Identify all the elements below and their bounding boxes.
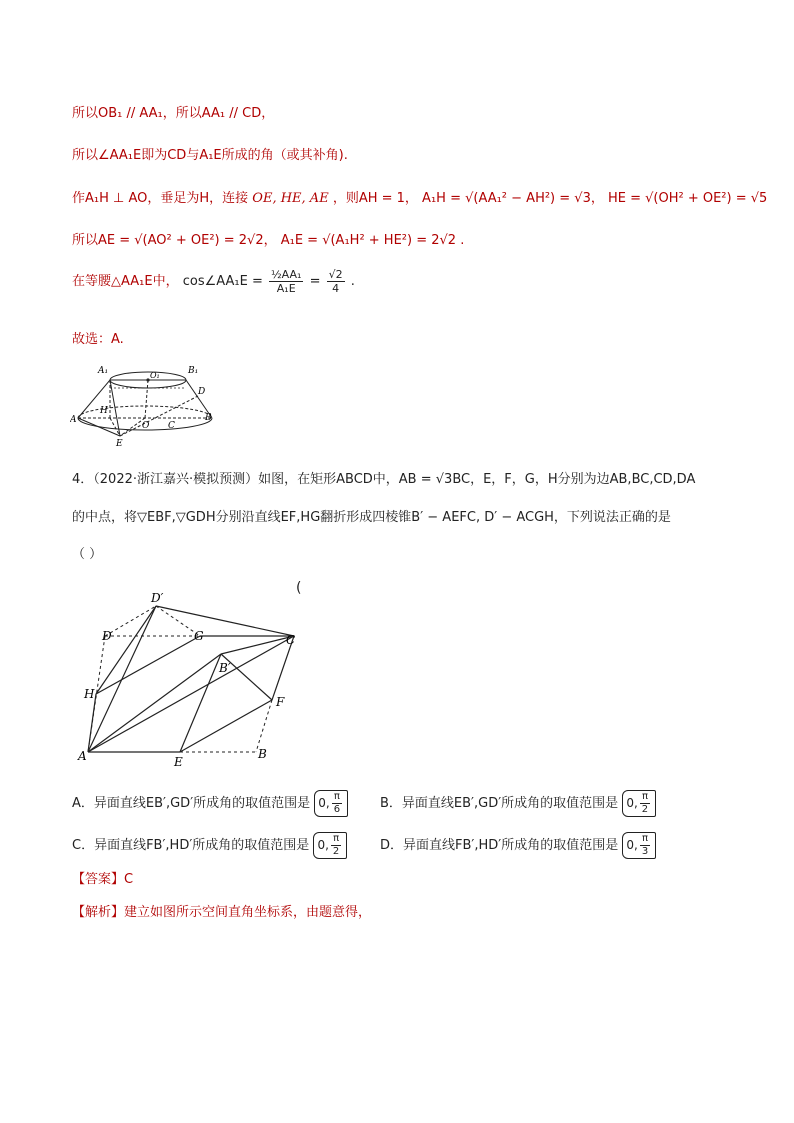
label-e: E	[116, 439, 123, 448]
option-b[interactable]	[380, 790, 656, 817]
option-d-den: 3	[641, 846, 649, 857]
label-e2: E	[174, 755, 183, 768]
label-c: C	[168, 421, 175, 431]
a-e-line	[78, 418, 120, 436]
question-4-line-3: （ ）	[72, 547, 103, 562]
option-c-interval	[313, 832, 347, 859]
solution-line-3	[72, 189, 767, 209]
solution-line-4: 所以AE = √(AO² + OE²) = 2√2， A₁E = √(A₁H² + HE²) = 2√2 .	[72, 233, 465, 248]
option-c-den: 2	[332, 846, 340, 857]
cos-fraction-1-den: A₁E	[276, 282, 296, 295]
solution-line-3-part-a: 作A₁H ⊥ AO，垂足为H，连接	[72, 191, 249, 206]
option-d-lower: 0,	[626, 838, 638, 852]
label-a: A	[70, 415, 77, 425]
edge-ef	[180, 700, 272, 752]
stray-paren: (	[296, 580, 302, 596]
option-a-label: A．异面直线EB′,GD′所成角的取值范围是	[72, 796, 311, 811]
option-d[interactable]	[380, 832, 656, 859]
solution-line-6: 故选：A.	[72, 332, 124, 347]
solution-line-5-part-a: 在等腰△AA₁E中，	[72, 274, 179, 289]
option-a-num: π	[332, 791, 342, 804]
solution-line-2: 所以∠AA₁E即为CD与A₁E所成的角（或其补角).	[72, 148, 348, 163]
option-b-num: π	[640, 791, 650, 804]
label-g: G	[194, 629, 204, 643]
edge-d-d-prime	[105, 606, 156, 636]
cos-fraction-2-num: √2	[328, 268, 343, 281]
cos-fraction-1-num: ½AA₁	[271, 268, 302, 281]
option-b-label: B．异面直线EB′,GD′所成角的取值范围是	[380, 796, 619, 811]
label-h: H	[100, 406, 108, 416]
analysis-text: 建立如图所示空间直角坐标系，由题意得，	[124, 905, 372, 920]
solution-line-3-part-b: ，则AH = 1， A₁H = √(AA₁² − AH²) = √3， HE = √(OH² + OE²) = √5	[332, 191, 768, 206]
cos-period: .	[350, 274, 355, 289]
cos-equals: =	[309, 274, 321, 289]
frustum-figure	[70, 358, 220, 448]
option-a-lower: 0,	[318, 796, 330, 810]
option-c-fraction	[331, 833, 341, 858]
edge-d-prime-c	[156, 606, 294, 636]
option-c-lower: 0,	[317, 838, 329, 852]
solution-line-1: 所以OB₁ // AA₁，所以AA₁ // CD，	[72, 106, 275, 121]
option-a-den: 6	[333, 804, 341, 815]
folded-rectangle-figure	[76, 588, 316, 768]
cos-fraction-1	[269, 268, 303, 295]
label-a1: A₁	[98, 366, 109, 376]
answer-tag: 【答案】	[72, 872, 125, 887]
axis-line	[145, 380, 148, 418]
option-c-num: π	[331, 833, 341, 846]
diagonal-ac	[88, 636, 294, 752]
option-c[interactable]	[72, 832, 347, 859]
label-b-prime: B′	[219, 661, 231, 675]
cos-fraction-2	[327, 268, 345, 295]
option-d-num: π	[640, 833, 650, 846]
option-b-den: 2	[641, 804, 649, 815]
option-a-interval	[314, 790, 348, 817]
option-b-fraction	[640, 791, 650, 816]
label-h2: H	[84, 687, 95, 701]
label-a2: A	[78, 749, 87, 763]
option-d-label: D．异面直线FB′,HD′所成角的取值范围是	[380, 838, 619, 853]
solution-line-5	[72, 268, 355, 295]
cos-expression: cos∠AA₁E =	[182, 274, 263, 289]
analysis-line	[72, 903, 371, 923]
edge-hg	[96, 636, 200, 694]
label-c2: C	[286, 633, 296, 647]
label-f: F	[276, 695, 285, 709]
option-d-interval	[622, 832, 656, 859]
option-a[interactable]	[72, 790, 348, 817]
edge-d-prime-h	[96, 606, 156, 694]
label-d-prime: D′	[151, 591, 164, 605]
answer-value: C	[124, 872, 134, 887]
label-b: B	[205, 413, 212, 423]
label-d: D	[198, 387, 206, 397]
option-c-label: C．异面直线FB′,HD′所成角的取值范围是	[72, 838, 310, 853]
option-b-interval	[622, 790, 656, 817]
label-d2: D	[102, 629, 112, 643]
option-b-lower: 0,	[626, 796, 638, 810]
solution-line-3-highlight: OE, HE, AE	[252, 191, 329, 206]
question-4-line-1: 4．（2022·浙江嘉兴·模拟预测）如图，在矩形ABCD中，AB = √3BC，E，F，G，H分别为边AB,BC,CD,DA	[72, 472, 696, 487]
label-o: O	[142, 421, 150, 431]
question-4-line-2: 的中点，将▽EBF,▽GDH分别沿直线EF,HG翻折形成四棱锥B′ − AEFC, D′ − ACGH，下列说法正确的是	[72, 510, 671, 525]
option-a-fraction	[332, 791, 342, 816]
edge-b-prime-c	[221, 636, 294, 654]
label-o1: O₁	[150, 371, 160, 380]
answer-line	[72, 870, 133, 890]
analysis-tag: 【解析】	[72, 905, 125, 920]
cos-fraction-2-den: 4	[332, 282, 340, 295]
label-b1: B₁	[188, 366, 199, 376]
label-b2: B	[258, 747, 267, 761]
option-d-fraction	[640, 833, 650, 858]
